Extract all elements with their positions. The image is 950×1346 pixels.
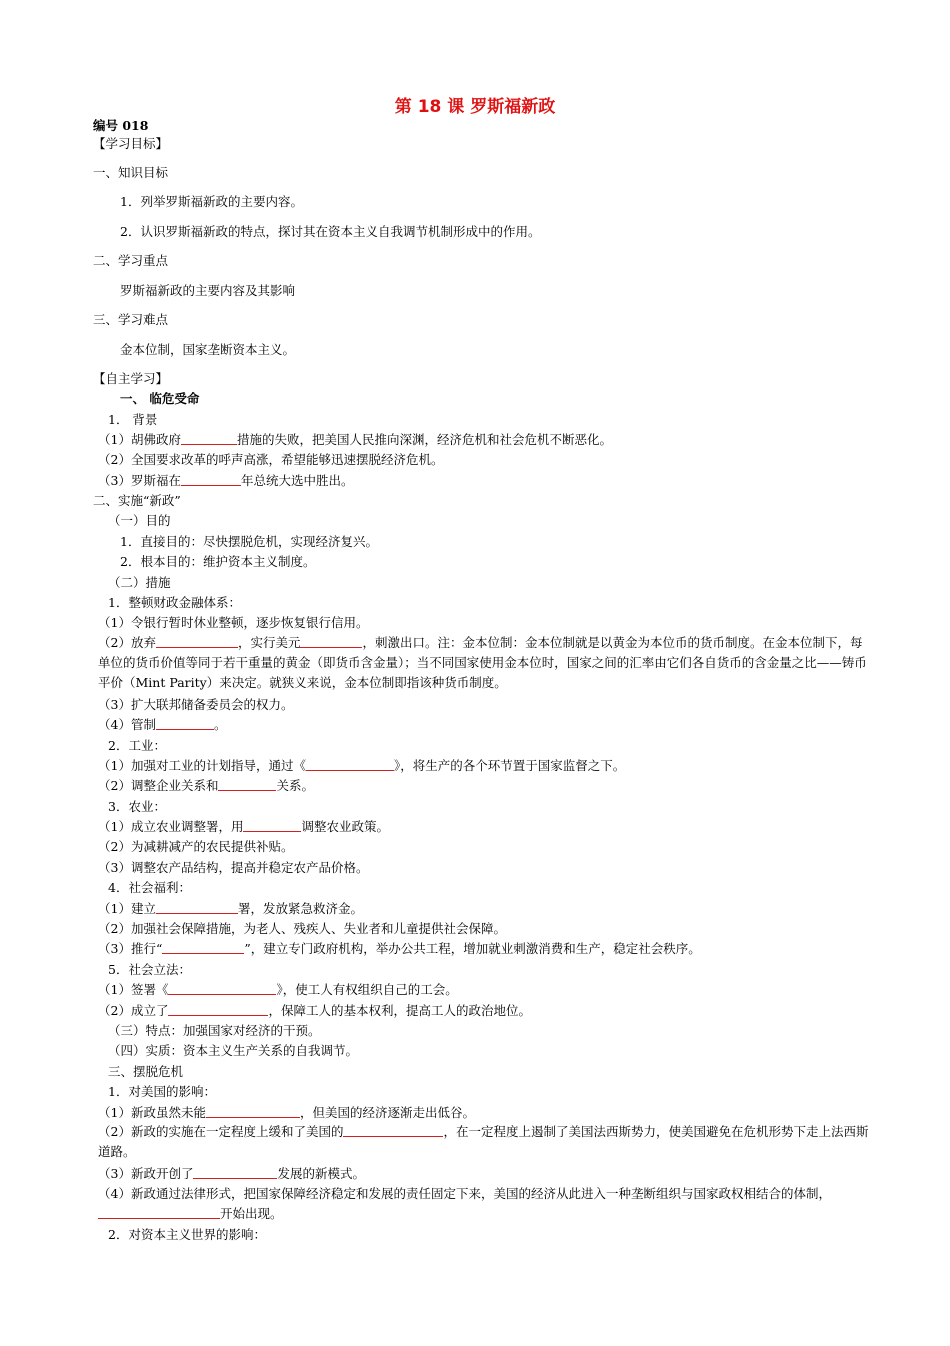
- part-3-heading: 三、摆脱危机: [108, 1064, 184, 1079]
- goal-2: 2．认识罗斯福新政的特点，探讨其在资本主义自我调节机制形成中的作用。: [120, 224, 541, 239]
- measure-5-item-2: （2）成立了 ，保障工人的基本权利，提高工人的政治地位。: [98, 1003, 531, 1018]
- measure-1-item-1: （1）令银行暂时休业整顿，逐步恢复银行信用。: [98, 615, 369, 630]
- section-knowledge-goals: 一、知识目标: [93, 165, 169, 180]
- answer-blank[interactable]: [300, 634, 362, 648]
- measure-3-item-2: （2）为减耕减产的农民提供补贴。: [98, 839, 294, 854]
- answer-blank[interactable]: [156, 716, 214, 730]
- purpose-heading: （一）目的: [108, 513, 171, 528]
- effect-1-item-3: （3）新政开创了 发展的新模式。: [98, 1166, 365, 1181]
- essence-text: （四）实质：资本主义生产关系的自我调节。: [108, 1043, 359, 1058]
- part-2-heading: 二、实施“新政”: [93, 493, 181, 508]
- answer-blank[interactable]: [156, 634, 238, 648]
- measure-4-item-3: （3）推行“ ”，建立专门政府机构，举办公共工程，增加就业刺激消费和生产，稳定社会秩序。: [98, 941, 701, 956]
- purpose-fundamental: 2．根本目的：维护资本主义制度。: [120, 554, 316, 569]
- measure-4-heading: 4．社会福利：: [108, 880, 191, 895]
- lesson-title: 第 18 课 罗斯福新政: [394, 97, 556, 117]
- answer-blank[interactable]: [168, 1002, 268, 1016]
- answer-blank[interactable]: [193, 1165, 277, 1179]
- effect-1-item-2: （2）新政的实施在一定程度上缓和了美国的 ，在一定程度上遏制了美国法西斯势力，使美国避免在危机形势下走上法西斯道路。: [98, 1124, 869, 1159]
- section-difficulty: 三、学习难点: [93, 312, 169, 327]
- answer-blank[interactable]: [206, 1104, 300, 1118]
- measure-4-item-2: （2）加强社会保障措施，为老人、残疾人、失业者和儿童提供社会保障。: [98, 921, 506, 936]
- measure-2-item-1: （1）加强对工业的计划指导，通过《 》，将生产的各个环节置于国家监督之下。: [98, 758, 626, 773]
- answer-blank[interactable]: [162, 940, 244, 954]
- answer-blank[interactable]: [218, 777, 276, 791]
- measure-4-item-1: （1）建立 署，发放紧急救济金。: [98, 901, 363, 916]
- purpose-direct: 1．直接目的：尽快摆脱危机，实现经济复兴。: [120, 534, 378, 549]
- effect-1-heading: 1．对美国的影响：: [108, 1084, 216, 1099]
- measure-5-heading: 5．社会立法：: [108, 962, 191, 977]
- measure-1-heading: 1．整顿财政金融体系：: [108, 595, 241, 610]
- answer-blank[interactable]: [168, 981, 276, 995]
- background-item-3: （3）罗斯福在 年总统大选中胜出。: [98, 473, 354, 488]
- measure-1-item-4: （4）管制 。: [98, 717, 227, 732]
- doc-number: 编号 018: [93, 118, 149, 133]
- measures-heading: （二）措施: [108, 575, 171, 590]
- measure-5-item-1: （1）签署《 》，使工人有权组织自己的工会。: [98, 982, 458, 997]
- measure-1-item-3: （3）扩大联邦储备委员会的权力。: [98, 697, 294, 712]
- measure-2-item-2: （2）调整企业关系和 关系。: [98, 778, 314, 793]
- goal-1: 1．列举罗斯福新政的主要内容。: [120, 194, 303, 209]
- answer-blank[interactable]: [181, 431, 237, 445]
- background-item-1: （1）胡佛政府 措施的失败，把美国人民推向深渊，经济危机和社会危机不断恶化。: [98, 432, 612, 447]
- answer-blank[interactable]: [343, 1123, 443, 1137]
- measure-3-heading: 3．农业：: [108, 799, 166, 814]
- answer-blank[interactable]: [243, 818, 301, 832]
- measure-2-heading: 2．工业：: [108, 738, 166, 753]
- effect-2-heading: 2．对资本主义世界的影响：: [108, 1227, 266, 1242]
- background-item-2: （2）全国要求改革的呼声高涨，希望能够迅速摆脱经济危机。: [98, 452, 444, 467]
- part-1-heading: 一、 临危受命: [120, 391, 200, 406]
- self-study-header: 【自主学习】: [93, 371, 169, 386]
- effect-1-item-1: （1）新政虽然未能 ，但美国的经济逐渐走出低谷。: [98, 1105, 475, 1120]
- section-focus: 二、学习重点: [93, 253, 169, 268]
- measure-3-item-1: （1）成立农业调整署，用 调整农业政策。: [98, 819, 389, 834]
- feature-text: （三）特点：加强国家对经济的干预。: [108, 1023, 321, 1038]
- answer-blank[interactable]: [306, 757, 394, 771]
- effect-1-item-4: （4）新政通过法律形式，把国家保障经济稳定和发展的责任固定下来，美国的经济从此进入一种垄断组织与国家政权相结合的体制，开始出现。: [98, 1186, 831, 1221]
- background-heading: 1． 背景: [108, 412, 158, 427]
- answer-blank[interactable]: [156, 900, 238, 914]
- difficulty-text: 金本位制，国家垄断资本主义。: [120, 342, 296, 357]
- answer-blank[interactable]: [98, 1205, 220, 1219]
- answer-blank[interactable]: [181, 472, 241, 486]
- measure-3-item-3: （3）调整农产品结构，提高并稳定农产品价格。: [98, 860, 369, 875]
- measure-1-item-2: （2）放弃 ，实行美元 ，刺激出口。注：金本位制：金本位制就是以黄金为本位币的货币制度。在金本位制下，每单位的货币价值等同于若干重量的黄金（即货币含金量）；当不同国家使用金本位时，国家之间的汇率由它们各自货币的含金量之比——铸币平价（Mint Parity）来决定。就狭义来说，金本位制即指该种货币制度。: [98, 635, 867, 690]
- goals-header: 【学习目标】: [93, 136, 169, 151]
- focus-text: 罗斯福新政的主要内容及其影响: [120, 283, 296, 298]
